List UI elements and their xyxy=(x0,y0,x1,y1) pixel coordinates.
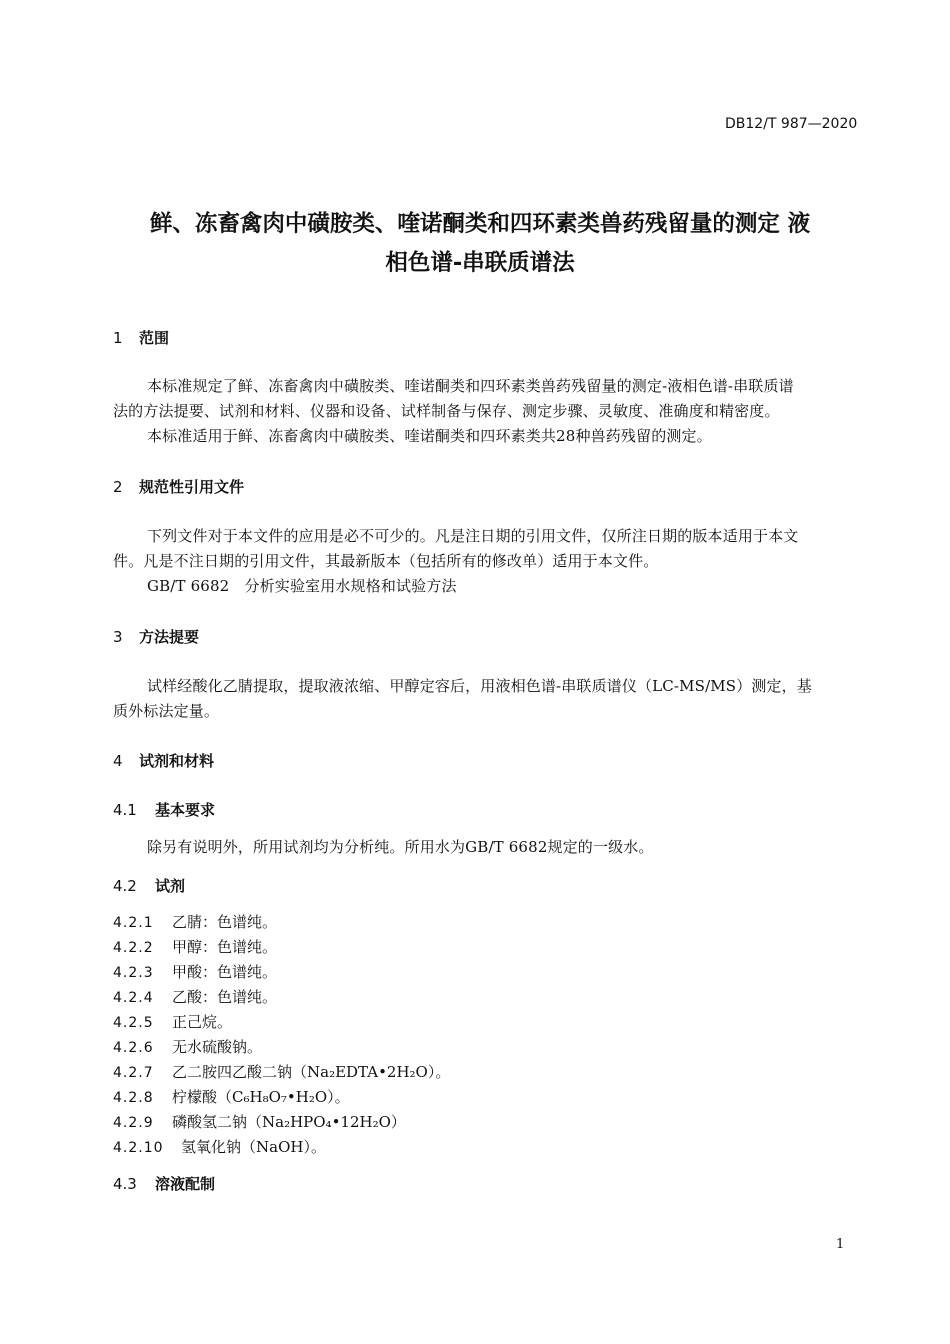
item-text: 甲醇：色谱纯。 xyxy=(172,938,278,956)
section-number: 4.1 xyxy=(113,801,137,819)
item-text: 氢氧化钠（NaOH）。 xyxy=(181,1138,326,1156)
item-text: 乙二胺四乙酸二钠（Na₂EDTA•2H₂O）。 xyxy=(172,1063,451,1081)
section-4-1-heading xyxy=(113,799,215,820)
item-number: 4.2.3 xyxy=(113,965,154,981)
normative-reference: GB/T 6682 分析实验室用水规格和试验方法 xyxy=(147,577,457,595)
reagent-item xyxy=(113,1061,450,1082)
section-number: 1 xyxy=(113,329,123,347)
item-text: 甲酸：色谱纯。 xyxy=(172,963,278,981)
section-4-3-heading xyxy=(113,1173,215,1194)
item-text: 无水硫酸钠。 xyxy=(172,1038,263,1056)
section-number: 4.3 xyxy=(113,1175,137,1193)
section-number: 2 xyxy=(113,478,123,496)
paragraph-line: 除另有说明外，所用试剂均为分析纯。所用水为GB/T 6682规定的一级水。 xyxy=(147,838,654,856)
item-number: 4.2.7 xyxy=(113,1065,154,1081)
section-number: 4.2 xyxy=(113,877,137,895)
item-number: 4.2.8 xyxy=(113,1090,154,1106)
item-number: 4.2.5 xyxy=(113,1015,154,1031)
paragraph-line: 本标准规定了鲜、冻畜禽肉中磺胺类、喹诺酮类和四环素类兽药残留量的测定-液相色谱-串联质谱 xyxy=(147,377,794,395)
section-title: 方法提要 xyxy=(139,628,200,646)
reagent-item xyxy=(113,961,277,982)
reagent-item xyxy=(113,1086,350,1107)
item-number: 4.2.9 xyxy=(113,1115,154,1131)
reagent-item xyxy=(113,911,277,932)
item-number: 4.2.1 xyxy=(113,915,154,931)
page-number: 1 xyxy=(836,1237,845,1252)
item-text: 柠檬酸（C₆H₈O₇•H₂O）。 xyxy=(172,1088,350,1106)
item-text: 乙酸：色谱纯。 xyxy=(172,988,278,1006)
paragraph-line: 下列文件对于本文件的应用是必不可少的。凡是注日期的引用文件，仅所注日期的版本适用于本文 xyxy=(147,527,799,545)
item-number: 4.2.6 xyxy=(113,1040,154,1056)
paragraph-line: 试样经酸化乙腈提取，提取液浓缩、甲醇定容后，用液相色谱-串联质谱仪（LC-MS/MS）测定，基 xyxy=(147,677,812,695)
reagent-item xyxy=(113,1011,232,1032)
section-4-2-heading xyxy=(113,875,185,896)
section-title: 试剂 xyxy=(155,877,186,895)
section-3-heading xyxy=(113,626,199,647)
section-title: 试剂和材料 xyxy=(139,752,215,770)
section-number: 3 xyxy=(113,628,123,646)
document-code: DB12/T 987—2020 xyxy=(725,116,858,132)
section-number: 4 xyxy=(113,752,123,770)
paragraph-line: 本标准适用于鲜、冻畜禽肉中磺胺类、喹诺酮类和四环素类共28种兽药残留的测定。 xyxy=(147,427,712,445)
document-title-line-2: 相色谱-串联质谱法 xyxy=(385,250,575,276)
section-1-heading xyxy=(113,327,169,348)
item-number: 4.2.10 xyxy=(113,1140,164,1156)
reagent-item xyxy=(113,1036,262,1057)
section-title: 范围 xyxy=(139,329,170,347)
item-number: 4.2.4 xyxy=(113,990,154,1006)
section-title: 规范性引用文件 xyxy=(139,478,245,496)
paragraph-line: 法的方法提要、试剂和材料、仪器和设备、试样制备与保存、测定步骤、灵敏度、准确度和精密度。 xyxy=(113,402,780,420)
section-title: 溶液配制 xyxy=(155,1175,216,1193)
document-title-line-1: 鲜、冻畜禽肉中磺胺类、喹诺酮类和四环素类兽药残留量的测定 液 xyxy=(149,211,811,237)
reagent-item xyxy=(113,936,277,957)
paragraph-line: 质外标法定量。 xyxy=(113,702,220,720)
section-2-heading xyxy=(113,476,244,497)
reagent-item xyxy=(113,1111,406,1132)
reagent-item xyxy=(113,986,277,1007)
item-text: 乙腈：色谱纯。 xyxy=(172,913,278,931)
reagent-item xyxy=(113,1136,326,1157)
section-title: 基本要求 xyxy=(155,801,216,819)
item-text: 磷酸氢二钠（Na₂HPO₄•12H₂O） xyxy=(172,1113,406,1131)
section-4-heading xyxy=(113,750,214,771)
paragraph-line: 件。凡是不注日期的引用文件，其最新版本（包括所有的修改单）适用于本文件。 xyxy=(113,552,659,570)
item-number: 4.2.2 xyxy=(113,940,154,956)
item-text: 正己烷。 xyxy=(172,1013,233,1031)
